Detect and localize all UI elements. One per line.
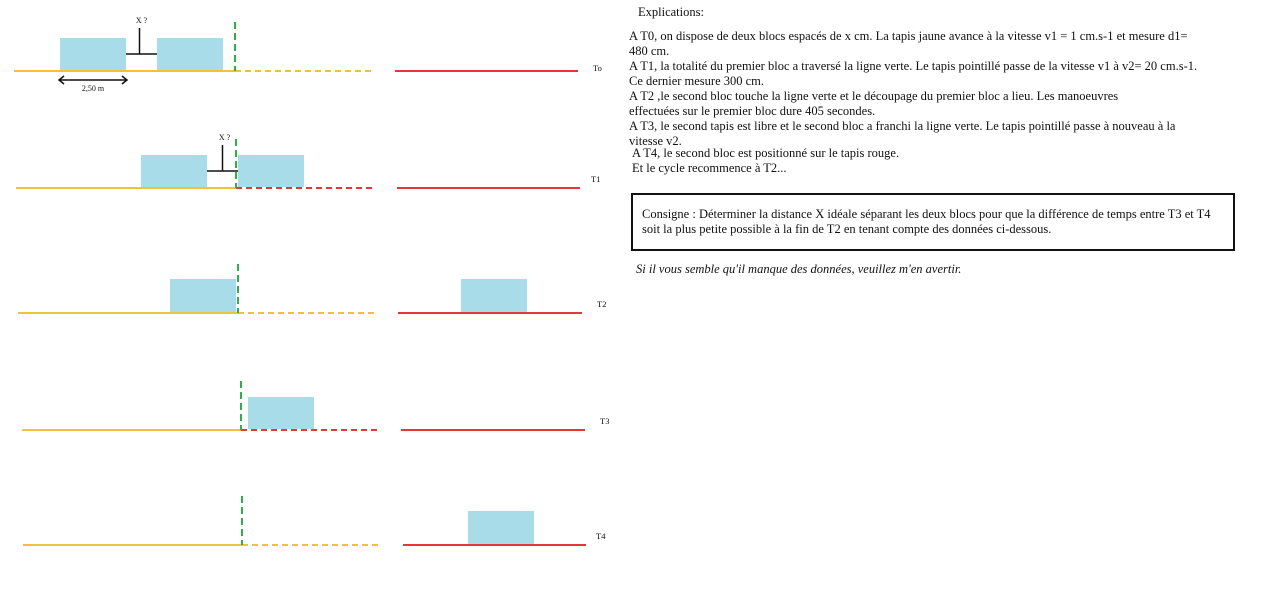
explanation-t0: A T0, on dispose de deux blocs espacés de x cm. La tapis jaune avance à la vitesse v1 = 1 cm.s-1 et mesure d1= 480 cm. [629,29,1188,58]
conveyor-diagram [0,0,620,595]
first-block [60,38,126,70]
stage-label-t3: T3 [600,416,610,426]
explanation-t4: A T4, le second bloc est positionné sur le tapis rouge. [632,146,900,160]
first-block-on-red-belt [461,279,527,312]
stage-label-t0: To [593,63,602,73]
consigne-text: Consigne : Déterminer la distance X idéale séparant les deux blocs pour que la différence de temps entre T3 et T4 soit la plus petite possible à la fin de T2 en tenant compte des données ci-dessous. [642,207,1211,236]
first-block [141,155,207,187]
second-block [170,279,236,312]
explanation-cycle: Et le cycle recommence à T2... [632,161,787,175]
x-question-label: X ? [218,133,231,142]
missing-data-note: Si il vous semble qu'il manque des données, veuillez m'en avertir. [636,262,962,276]
second-block [238,155,304,187]
explanation-t1: A T1, la totalité du premier bloc a traversé la ligne verte. Le tapis pointillé passe de la vitesse v1 à v2= 20 cm.s-1. Ce dernier mesure 300 cm. [629,59,1198,88]
second-block-on-red-belt [468,511,534,544]
second-block [248,397,314,429]
x-question-label: X ? [135,16,148,25]
explanation-t2: A T2 ,le second bloc touche la ligne verte et le découpage du premier bloc a lieu. Les manoeuvres effectuées sur le premier bloc dure 405 secondes. [629,89,1119,118]
stage-label-t2: T2 [597,299,607,309]
block-length-label: 2,50 m [81,84,105,93]
explanation-t3: A T3, le second tapis est libre et le second bloc a franchi la ligne verte. Le tapis pointillé passe à nouveau à la vitesse v2. [629,119,1176,148]
consigne-box [631,193,1235,251]
stage-label-t4: T4 [596,531,606,541]
explanations-title: Explications: [638,5,704,19]
second-block [157,38,223,70]
stage-label-t1: T1 [591,174,601,184]
